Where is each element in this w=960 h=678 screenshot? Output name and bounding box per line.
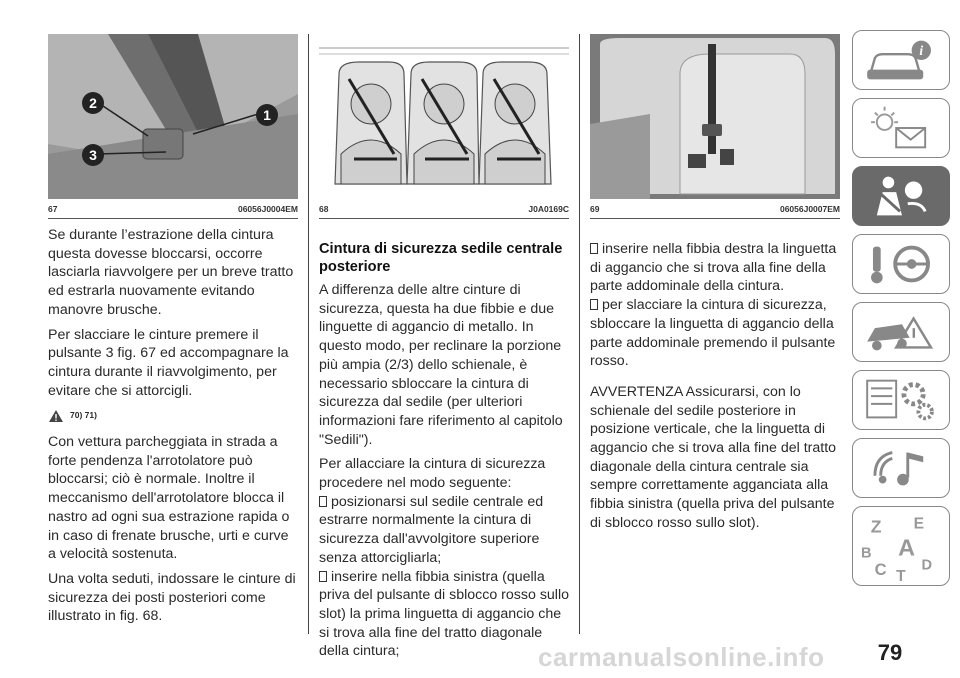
car-info-icon: [853, 31, 949, 89]
bullet-marker-icon: [590, 299, 598, 310]
page-number: 79: [877, 640, 903, 665]
tab-maintenance[interactable]: [852, 370, 950, 430]
figure-69-image: [590, 34, 840, 199]
figure-number: 68: [319, 204, 329, 214]
text-column-1: [48, 226, 298, 632]
text-column-3: [590, 240, 840, 539]
car-accident-icon: [853, 303, 949, 361]
tab-index[interactable]: [852, 506, 950, 586]
caption-rule: [319, 218, 569, 219]
index-letter: A: [898, 534, 915, 561]
key-steering-icon: [853, 235, 949, 293]
figure-code: 06056J0007EM: [779, 204, 840, 214]
callout-1: 1: [256, 104, 278, 126]
svg-text:i: i: [919, 43, 924, 59]
text-column-2: [319, 240, 569, 661]
alphabetical-index-icon: [853, 507, 949, 585]
index-letter: E: [913, 515, 925, 533]
paragraph: Per slacciare le cinture premere il pulsante 3 fig. 67 ed accompagnare la cintura durante il riavvolgimento, per evitare che si attorcigli.: [48, 326, 289, 399]
caption-rule: [48, 218, 298, 219]
tab-car-info[interactable]: [852, 30, 950, 90]
bullet-marker-icon: [319, 496, 327, 507]
bullet-item: [319, 493, 569, 568]
bullet-text: inserire nella fibbia sinistra (quella priva del pulsante di sblocco rosso sullo slot) la prima linguetta di aggancio che si trova alla fine del tratto diagonale della cintura;: [319, 568, 569, 660]
callout-3: 3: [82, 144, 104, 166]
index-letter: D: [921, 557, 933, 574]
bullet-item: [319, 568, 569, 662]
index-letter: T: [896, 568, 906, 585]
column-divider: [579, 34, 580, 634]
tab-safety[interactable]: [852, 166, 950, 226]
figure-68-image: [319, 34, 569, 199]
warning-refs: 70) 71): [70, 410, 97, 421]
warning-reference: [48, 406, 298, 425]
figure-number: 67: [48, 204, 58, 214]
bullet-text: inserire nella fibbia destra la linguetta di aggancio che si trova alla fine della parte addominale della cintura.: [590, 241, 837, 295]
bullet-text: posizionarsi sul sedile centrale ed estrarre normalmente la cintura di sicurezza dall'avvolgitore superiore senza attorcigliarla;: [319, 493, 544, 566]
figure-67-caption: [48, 204, 298, 216]
warning-paragraph: AVVERTENZA Assicurarsi, con lo schienale del sedile posteriore in posizione verticale, che la linguetta di aggancio che si trova alla fine del tratto diagonale della cintura centrale sia sempre correttamente agganciata alla fibbia sinistra (quella priva del pulsante di sblocco rosso sullo slot).: [590, 383, 837, 531]
index-letter: C: [874, 560, 887, 580]
paragraph: Per allacciare la cintura di sicurezza procedere nel modo seguente:: [319, 456, 546, 492]
tab-multimedia[interactable]: [852, 438, 950, 498]
figure-code: J0A0169C: [528, 204, 569, 214]
warning-triangle-icon: [48, 409, 64, 423]
paragraph: Con vettura parcheggiata in strada a forte pendenza l'arrotolatore può bloccarsi; ciò è normale. Inoltre il meccanismo dell'arrotolatore blocca il nastro ad ogni sua estrazione rapida o in caso di frenate brusche, urti e curve a velocità sostenuta.: [48, 434, 290, 563]
watermark: carmanualsonline.info: [538, 642, 825, 672]
bullet-item: [590, 296, 840, 371]
bullet-marker-icon: [590, 243, 598, 254]
bullet-item: [590, 240, 840, 296]
section-heading: Cintura di sicurezza sedile centrale posteriore: [319, 241, 563, 275]
paragraph: Se durante l’estrazione della cintura questa dovesse bloccarsi, occorre lasciarla riavvolgere per un breve tratto ed estrarla nuovamente evitando manovre brusche.: [48, 227, 294, 318]
seatbelt-airbag-icon: [853, 167, 949, 225]
bullet-marker-icon: [319, 571, 327, 582]
warning-lights-icon: [853, 99, 949, 157]
index-letter: B: [861, 545, 872, 562]
paragraph: Una volta seduti, indossare le cinture di sicurezza dei posti posteriori come illustrato in fig. 68.: [48, 570, 296, 625]
multimedia-icon: [853, 439, 949, 497]
paragraph: A differenza delle altre cinture di sicurezza, questa ha due fibbie e due linguette di aggancio di metallo. In questo modo, per reclinare la porzione più ampia (2/3) dello schienale, è necessario sbloccare la cintura di sicurezza dal sedile (per ulteriori informazioni fare riferimento al capitolo "Sedili").: [319, 282, 563, 448]
figure-67-image: [48, 34, 298, 199]
callout-2: 2: [82, 92, 104, 114]
index-letter: Z: [870, 516, 882, 537]
tab-emergency[interactable]: [852, 302, 950, 362]
bullet-text: per slacciare la cintura di sicurezza, sbloccare la linguetta di aggancio della parte addominale premendo il pulsante rosso.: [590, 297, 836, 370]
caption-rule: [590, 218, 840, 219]
tab-starting-driving[interactable]: [852, 234, 950, 294]
figure-68-caption: [319, 204, 569, 216]
column-divider: [308, 34, 309, 634]
figure-69-caption: [590, 204, 840, 216]
figure-code: 06056J0004EM: [237, 204, 298, 214]
tab-warning-lights[interactable]: [852, 98, 950, 158]
maintenance-gears-icon: [853, 371, 949, 429]
figure-number: 69: [590, 204, 600, 214]
